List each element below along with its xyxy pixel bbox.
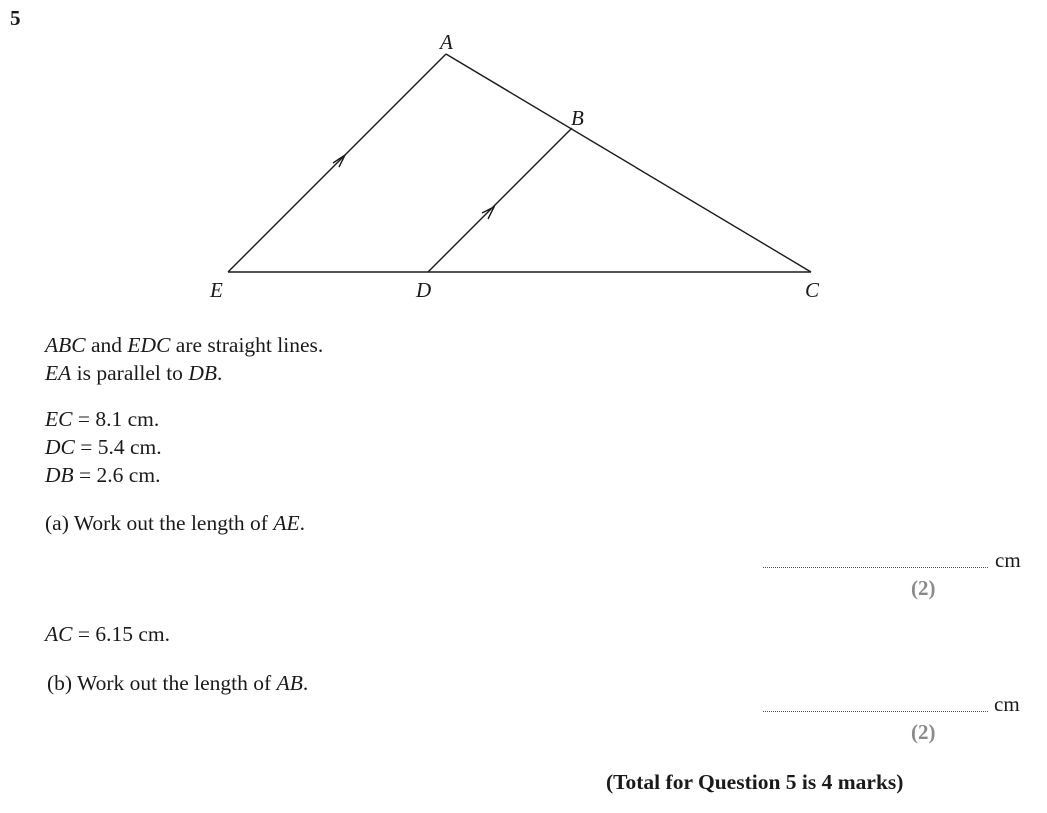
total-marks: (Total for Question 5 is 4 marks) [606,770,904,794]
text-segment: EC [45,407,73,431]
text-segment: DB [188,361,217,385]
text-segment: and [85,333,128,357]
given-EC [45,407,159,432]
question-number: 5 [10,6,21,30]
text-segment: is parallel to [71,361,189,385]
text-segment: . [299,511,305,535]
statement-parallel [45,361,222,386]
line-EA [228,54,446,272]
part-a-marks: (2) [911,576,936,600]
line-AC [446,54,811,272]
parallel-arrow-DB [482,207,494,219]
part-b-unit: cm [994,692,1020,716]
vertex-label-B: B [571,106,584,130]
text-segment: EDC [127,333,171,357]
text-segment: EA [45,361,72,385]
text-segment: AE [273,511,300,535]
text-segment: . [302,671,309,695]
part-a-question [45,511,305,536]
statement-straight-lines [45,333,323,358]
text-segment: = 6.15 cm. [72,622,171,646]
text-segment: (b) Work out the length of [47,671,277,695]
text-segment: ABC [45,333,86,357]
text-segment: are straight lines. [170,333,324,357]
vertex-label-D: D [416,278,432,302]
part-a-answer-line[interactable] [763,567,988,568]
text-segment: (a) Work out the length of [45,511,274,535]
text-segment: = 2.6 cm. [73,463,161,487]
given-DB [45,463,160,488]
part-a-unit: cm [995,548,1021,572]
vertex-label-E: E [210,278,223,302]
part-b-answer-line[interactable] [763,711,988,712]
text-segment: AC [45,622,73,646]
text-segment: = 8.1 cm. [72,407,160,431]
vertex-label-C: C [805,278,820,302]
line-DB [428,128,572,272]
given-AC [45,622,170,647]
text-segment: DC [45,435,75,459]
given-DC [45,435,162,460]
text-segment: AB [276,671,303,695]
text-segment: . [216,361,223,385]
text-segment: = 5.4 cm. [74,435,162,459]
vertex-label-A: A [440,30,453,54]
part-b-question [47,671,308,696]
part-b-marks: (2) [911,720,936,744]
text-segment: DB [45,463,74,487]
